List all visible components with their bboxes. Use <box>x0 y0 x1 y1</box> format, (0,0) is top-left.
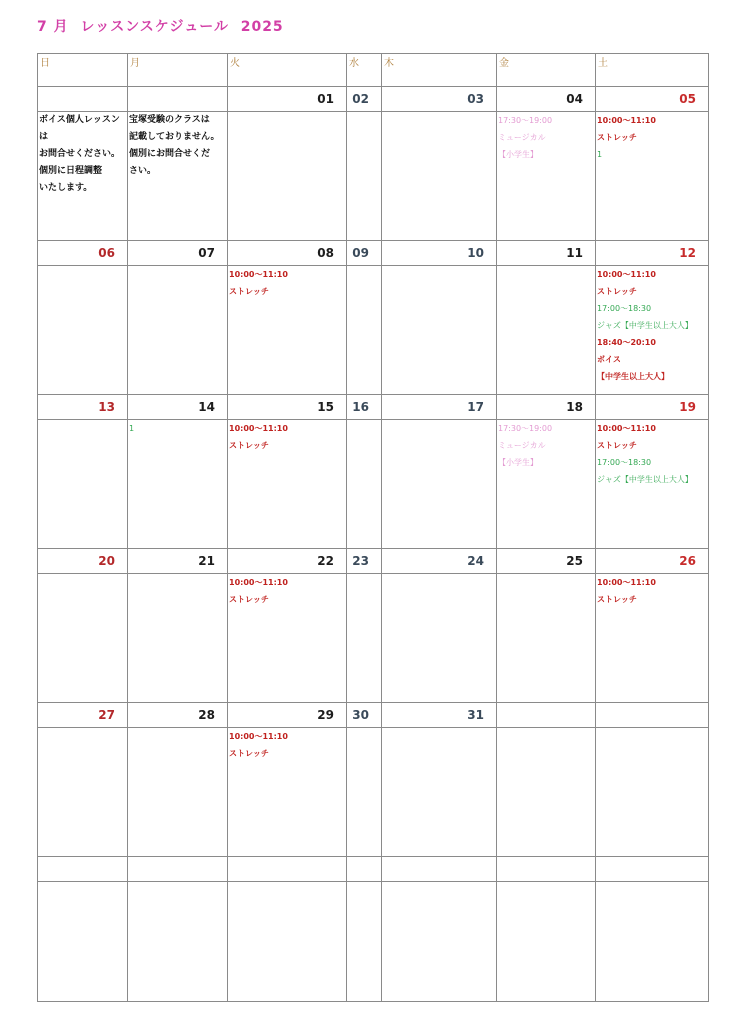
weekday-fri: 金 <box>497 54 596 87</box>
date-number-mon: 28 <box>128 703 228 728</box>
date-number-wed: 02 <box>347 87 382 112</box>
events-row <box>38 266 709 395</box>
date-number-mon: 14 <box>128 395 228 420</box>
date-number-sun <box>38 87 128 112</box>
event-line: ストレッチ <box>229 595 269 604</box>
event-line: 10:00～11:10 <box>597 116 656 125</box>
day-cell-sat <box>596 112 709 241</box>
notice-text: お問合せください。 <box>39 149 121 159</box>
date-number-thu: 31 <box>382 703 497 728</box>
day-cell-mon <box>128 266 228 395</box>
events-row <box>38 420 709 549</box>
weekday-header-row <box>38 54 709 87</box>
event-line: 10:00～11:10 <box>597 424 656 433</box>
date-number-mon: 07 <box>128 241 228 266</box>
empty-date-row <box>38 857 709 882</box>
date-number-sat: 19 <box>596 395 709 420</box>
date-number-mon: 21 <box>128 549 228 574</box>
notice-text: いたします。 <box>39 183 93 193</box>
date-number-tue: 29 <box>228 703 347 728</box>
date-number-sun: 20 <box>38 549 128 574</box>
date-number-fri: 04 <box>497 87 596 112</box>
day-cell-mon <box>128 420 228 549</box>
date-number-tue: 22 <box>228 549 347 574</box>
weekday-wed: 水 <box>347 54 382 87</box>
weekday-thu: 木 <box>382 54 497 87</box>
event-line: 【小学生】 <box>498 458 538 467</box>
day-cell-sat <box>596 574 709 703</box>
notice-text: さい。 <box>129 166 157 176</box>
day-cell-sun <box>38 266 128 395</box>
empty-events-row <box>38 882 709 1002</box>
empty-day-cell <box>347 882 382 1002</box>
day-cell-wed <box>347 728 382 857</box>
day-cell-tue <box>228 266 347 395</box>
empty-day-cell <box>128 882 228 1002</box>
day-cell-sat <box>596 420 709 549</box>
empty-date-cell <box>38 857 128 882</box>
event-line: 17:00～18:30 <box>597 304 652 313</box>
day-cell-wed <box>347 266 382 395</box>
empty-day-cell <box>497 882 596 1002</box>
empty-date-cell <box>382 857 497 882</box>
events-row <box>38 112 709 241</box>
day-cell-wed <box>347 574 382 703</box>
date-number-tue: 08 <box>228 241 347 266</box>
day-cell-sun <box>38 420 128 549</box>
empty-day-cell <box>38 882 128 1002</box>
event-line: ストレッチ <box>229 749 269 758</box>
day-cell-mon <box>128 574 228 703</box>
day-cell-mon <box>128 112 228 241</box>
date-number-fri: 25 <box>497 549 596 574</box>
day-cell-tue <box>228 574 347 703</box>
date-number-thu: 03 <box>382 87 497 112</box>
event-line: ボイス <box>597 355 621 364</box>
empty-date-cell <box>347 857 382 882</box>
date-number-fri <box>497 703 596 728</box>
day-cell-thu <box>382 266 497 395</box>
day-cell-fri <box>497 574 596 703</box>
event-line: ストレッチ <box>597 441 637 450</box>
event-line: ミュージカル <box>498 441 546 450</box>
day-cell-tue <box>228 728 347 857</box>
page-title: 7 月 レッスンスケジュール 2025 <box>37 19 284 35</box>
date-row <box>38 395 709 420</box>
date-number-sat: 12 <box>596 241 709 266</box>
date-number-wed: 30 <box>347 703 382 728</box>
event-line: 17:00～18:30 <box>597 458 652 467</box>
date-number-wed: 16 <box>347 395 382 420</box>
notice-text: 宝塚受験のクラスは <box>129 115 210 125</box>
empty-date-cell <box>228 857 347 882</box>
empty-day-cell <box>596 882 709 1002</box>
day-cell-sun <box>38 574 128 703</box>
event-line: 10:00～11:10 <box>229 424 288 433</box>
date-number-wed: 23 <box>347 549 382 574</box>
event-line: 10:00～11:10 <box>229 270 288 279</box>
event-line: 1 <box>129 424 135 433</box>
event-line: 【中学生以上大人】 <box>597 372 669 381</box>
notice-text: は <box>39 132 49 142</box>
event-line: 17:30～19:00 <box>498 116 553 125</box>
event-line: 17:30～19:00 <box>498 424 553 433</box>
event-line: 10:00～11:10 <box>597 578 656 587</box>
empty-date-cell <box>128 857 228 882</box>
event-line: 10:00～11:10 <box>597 270 656 279</box>
day-cell-tue <box>228 112 347 241</box>
empty-day-cell <box>228 882 347 1002</box>
event-line: 10:00～11:10 <box>229 578 288 587</box>
events-row <box>38 574 709 703</box>
event-line: 1 <box>597 150 603 159</box>
date-row <box>38 549 709 574</box>
weekday-sat: 土 <box>596 54 709 87</box>
day-cell-tue <box>228 420 347 549</box>
event-line: ジャズ【中学生以上大人】 <box>597 475 693 484</box>
date-number-sat <box>596 703 709 728</box>
calendar-grid <box>37 53 709 1002</box>
event-line: ストレッチ <box>597 287 637 296</box>
event-line: ジャズ【中学生以上大人】 <box>597 321 693 330</box>
day-cell-wed <box>347 420 382 549</box>
date-number-fri: 18 <box>497 395 596 420</box>
date-row <box>38 87 709 112</box>
date-row <box>38 241 709 266</box>
date-number-thu: 10 <box>382 241 497 266</box>
date-number-sun: 13 <box>38 395 128 420</box>
date-row <box>38 703 709 728</box>
date-number-sun: 06 <box>38 241 128 266</box>
date-number-fri: 11 <box>497 241 596 266</box>
day-cell-fri <box>497 266 596 395</box>
notice-text: 個別にお問合せくだ <box>129 149 211 159</box>
notice-text: ボイス個人レッスン <box>39 115 120 125</box>
day-cell-fri <box>497 728 596 857</box>
day-cell-thu <box>382 420 497 549</box>
empty-date-cell <box>596 857 709 882</box>
day-cell-sun <box>38 728 128 857</box>
day-cell-mon <box>128 728 228 857</box>
weekday-mon: 月 <box>128 54 228 87</box>
day-cell-thu <box>382 112 497 241</box>
day-cell-wed <box>347 112 382 241</box>
day-cell-sun <box>38 112 128 241</box>
event-line: ストレッチ <box>229 441 269 450</box>
event-line: ストレッチ <box>229 287 269 296</box>
date-number-mon <box>128 87 228 112</box>
date-number-sat: 26 <box>596 549 709 574</box>
day-cell-thu <box>382 728 497 857</box>
notice-text: 記載しておりません。 <box>129 132 220 142</box>
event-line: 【小学生】 <box>498 150 538 159</box>
event-line: 18:40～20:10 <box>597 338 656 347</box>
event-line: ストレッチ <box>597 133 637 142</box>
date-number-sun: 27 <box>38 703 128 728</box>
notice-text: 個別に日程調整 <box>39 166 103 176</box>
date-number-thu: 17 <box>382 395 497 420</box>
weekday-sun: 日 <box>38 54 128 87</box>
day-cell-sat <box>596 728 709 857</box>
date-number-sat: 05 <box>596 87 709 112</box>
day-cell-fri <box>497 420 596 549</box>
day-cell-thu <box>382 574 497 703</box>
date-number-tue: 15 <box>228 395 347 420</box>
date-number-thu: 24 <box>382 549 497 574</box>
day-cell-fri <box>497 112 596 241</box>
weekday-tue: 火 <box>228 54 347 87</box>
date-number-wed: 09 <box>347 241 382 266</box>
event-line: ストレッチ <box>597 595 637 604</box>
event-line: ミュージカル <box>498 133 546 142</box>
event-line: 10:00～11:10 <box>229 732 288 741</box>
empty-date-cell <box>497 857 596 882</box>
events-row <box>38 728 709 857</box>
date-number-tue: 01 <box>228 87 347 112</box>
day-cell-sat <box>596 266 709 395</box>
empty-day-cell <box>382 882 497 1002</box>
